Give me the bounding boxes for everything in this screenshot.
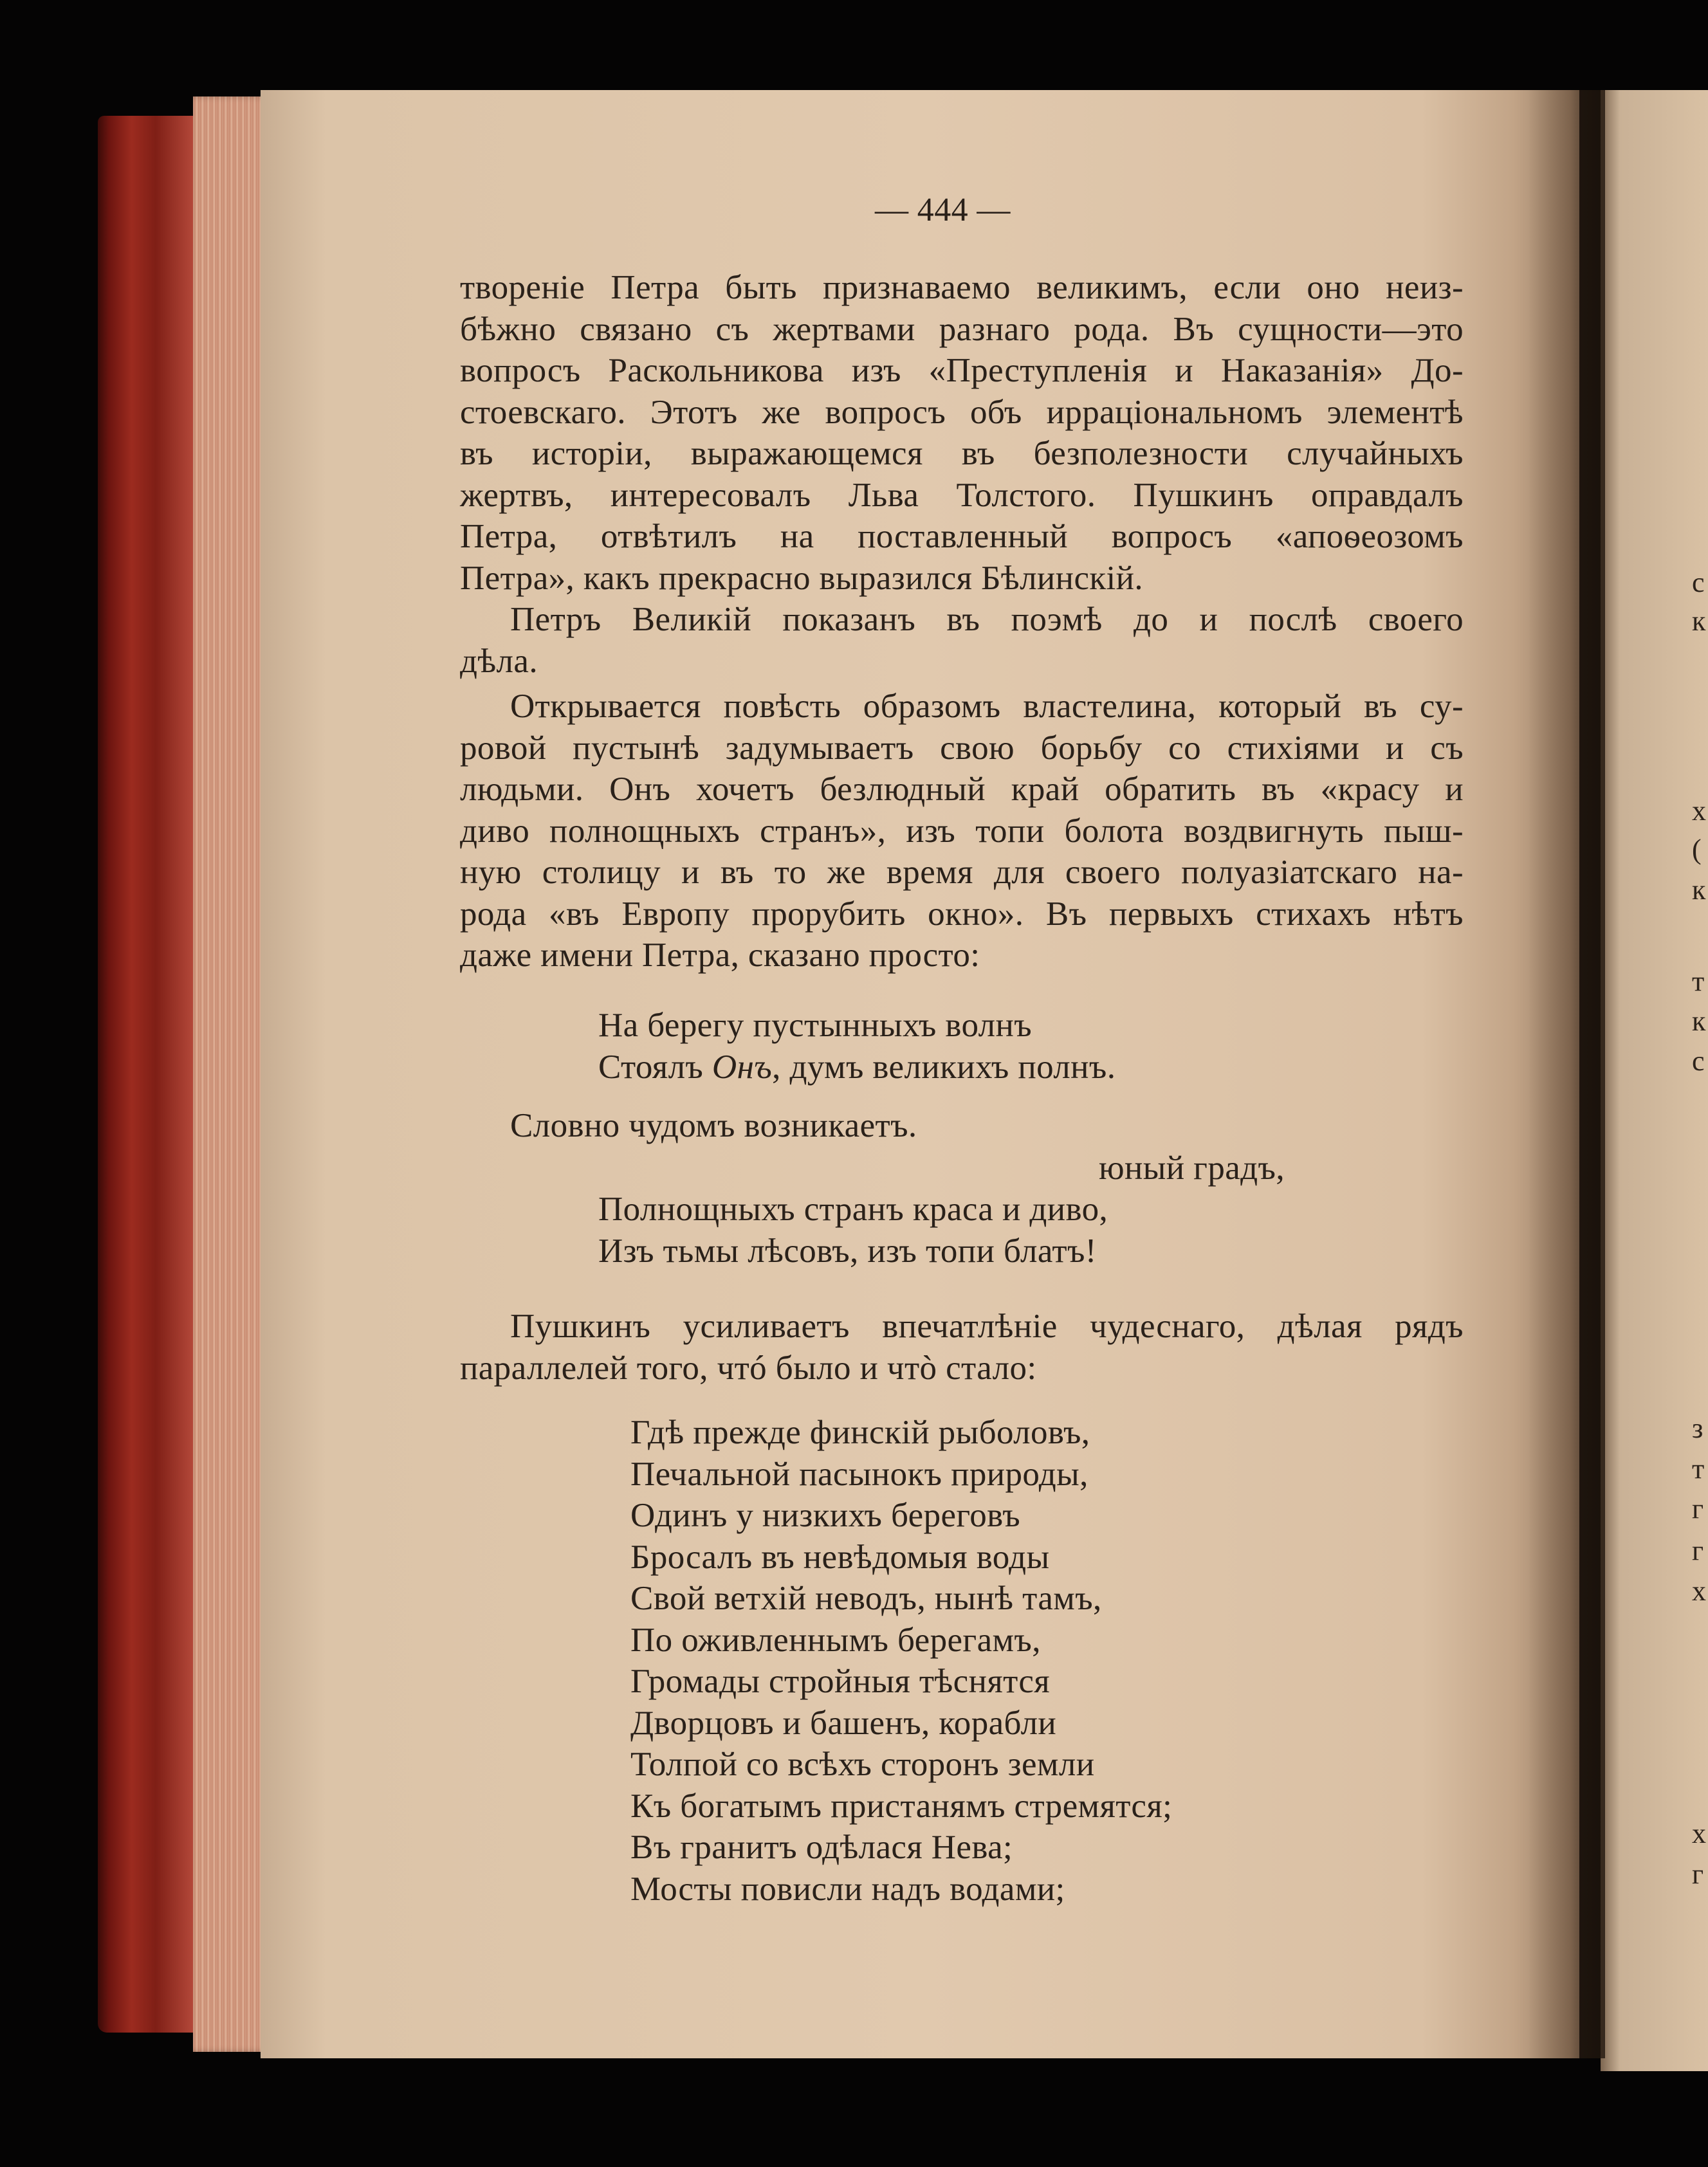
verse-line: Дворцовъ и башенъ, корабли <box>630 1704 1057 1742</box>
verse-line: По оживленнымъ берегамъ, <box>630 1621 1041 1659</box>
facing-page-fragment: х <box>1692 1575 1706 1607</box>
facing-page-fragment: г <box>1692 1858 1704 1890</box>
text-line: людьми. Онъ хочетъ безлюдный край обратить въ «красу и <box>460 771 1464 808</box>
paragraph-2 <box>460 599 1464 682</box>
verse-line <box>598 1047 1116 1088</box>
facing-page <box>1601 90 1708 2071</box>
text-line: ровой пустынѣ задумываетъ свою борьбу со стихіями и съ <box>460 729 1464 767</box>
text-line: рода «въ Европу прорубить окно». Въ первыхъ стихахъ нѣтъ <box>460 895 1464 933</box>
facing-page-fragment: ( <box>1692 834 1702 865</box>
verse-line: Изъ тьмы лѣсовъ, изъ топи блатъ! <box>598 1232 1097 1270</box>
verse-line: Свой ветхій неводъ, нынѣ тамъ, <box>630 1580 1102 1617</box>
facing-page-fragment: з <box>1692 1413 1703 1444</box>
verse-line: Къ богатымъ пристанямъ стремятся; <box>630 1787 1173 1825</box>
verse-block-3 <box>630 1412 1172 1910</box>
facing-page-fragment: х <box>1692 795 1706 827</box>
text-line: въ исторіи, выражающемся въ безполезности случайныхъ <box>460 435 1464 472</box>
verse-line: Полнощныхъ странъ краса и диво, <box>598 1191 1108 1228</box>
facing-page-fragment: т <box>1692 1453 1705 1485</box>
text-line: стоевскаго. Этотъ же вопросъ объ ирраціональномъ элементѣ <box>460 393 1464 431</box>
facing-page-fragment: к <box>1692 874 1706 906</box>
verse-line: Громады стройныя тѣснятся <box>630 1663 1051 1700</box>
paragraph-4: Словно чудомъ возникаетъ. <box>510 1107 917 1144</box>
facing-page-fragment: х <box>1692 1818 1706 1849</box>
paragraph-3 <box>460 686 1464 976</box>
facing-page-fragment: к <box>1692 605 1706 637</box>
text-line: Петра, отвѣтилъ на поставленный вопросъ «апоѳеозомъ <box>460 518 1464 555</box>
text-line: вопросъ Раскольникова изъ «Преступленія и Наказанія» До- <box>460 352 1464 389</box>
text-line: ную столицу и въ то же время для своего полуазіатскаго на- <box>460 854 1464 891</box>
facing-page-fragment: с <box>1692 1045 1705 1077</box>
text-line: Петра», какъ прекрасно выразился Бѣлинскій. <box>460 559 1144 597</box>
facing-page-fragment: т <box>1692 965 1705 997</box>
verse-line: юный градъ, <box>1099 1149 1285 1187</box>
verse-line: Въ гранитъ одѣлася Нева; <box>630 1829 1013 1866</box>
facing-page-fragment: с <box>1692 567 1705 598</box>
text-line: Пушкинъ усиливаетъ впечатлѣніе чудеснаго, дѣлая рядъ <box>510 1308 1464 1345</box>
verse-block-1 <box>598 1005 1116 1088</box>
verse-line: Печальной пасынокъ природы, <box>630 1455 1088 1493</box>
verse-line: Толпой со всѣхъ сторонъ земли <box>630 1746 1095 1783</box>
text-line: бѣжно связано съ жертвами разнаго рода. Въ сущности—это <box>460 310 1464 348</box>
page-number: — 444 — <box>875 192 1011 228</box>
facing-page-fragment: г <box>1692 1535 1704 1566</box>
text-line: жертвъ, интересовалъ Льва Толстого. Пушкинъ оправдалъ <box>460 476 1464 514</box>
verse-line: Бросалъ въ невѣдомыя воды <box>630 1538 1050 1576</box>
text-line: параллелей того, чтó было и чтò стало: <box>460 1349 1037 1387</box>
facing-page-fragment: г <box>1692 1493 1704 1524</box>
text-line: твореніе Петра быть признаваемо великимъ, если оно неиз- <box>460 269 1464 306</box>
paragraph-5 <box>460 1306 1464 1389</box>
book-fore-edge <box>98 116 194 2033</box>
verse-block-2 <box>598 1189 1108 1272</box>
verse-line: Одинъ у низкихъ береговъ <box>630 1497 1021 1534</box>
text-line: диво полнощныхъ странъ», изъ топи болота воздвигнуть пыш- <box>460 812 1464 850</box>
gutter-shadow <box>1528 90 1605 2058</box>
verse-italic-word: Онъ <box>712 1048 773 1086</box>
facing-page-fragment: к <box>1692 1005 1706 1037</box>
paragraph-1 <box>460 267 1464 599</box>
text-line: Петръ Великій показанъ въ поэмѣ до и послѣ своего <box>510 601 1464 638</box>
verse-text: , думъ великихъ полнъ. <box>772 1048 1116 1086</box>
verse-line: Мосты повисли надъ водами; <box>630 1870 1065 1908</box>
text-line: дѣла. <box>460 642 538 680</box>
text-line: Открывается повѣсть образомъ властелина, который въ су- <box>510 688 1464 725</box>
verse-text: Стоялъ <box>598 1048 712 1086</box>
verse-line: Гдѣ прежде финскій рыболовъ, <box>630 1414 1090 1451</box>
text-line: даже имени Петра, сказано просто: <box>460 937 980 974</box>
verse-line: На берегу пустынныхъ волнъ <box>598 1007 1033 1044</box>
